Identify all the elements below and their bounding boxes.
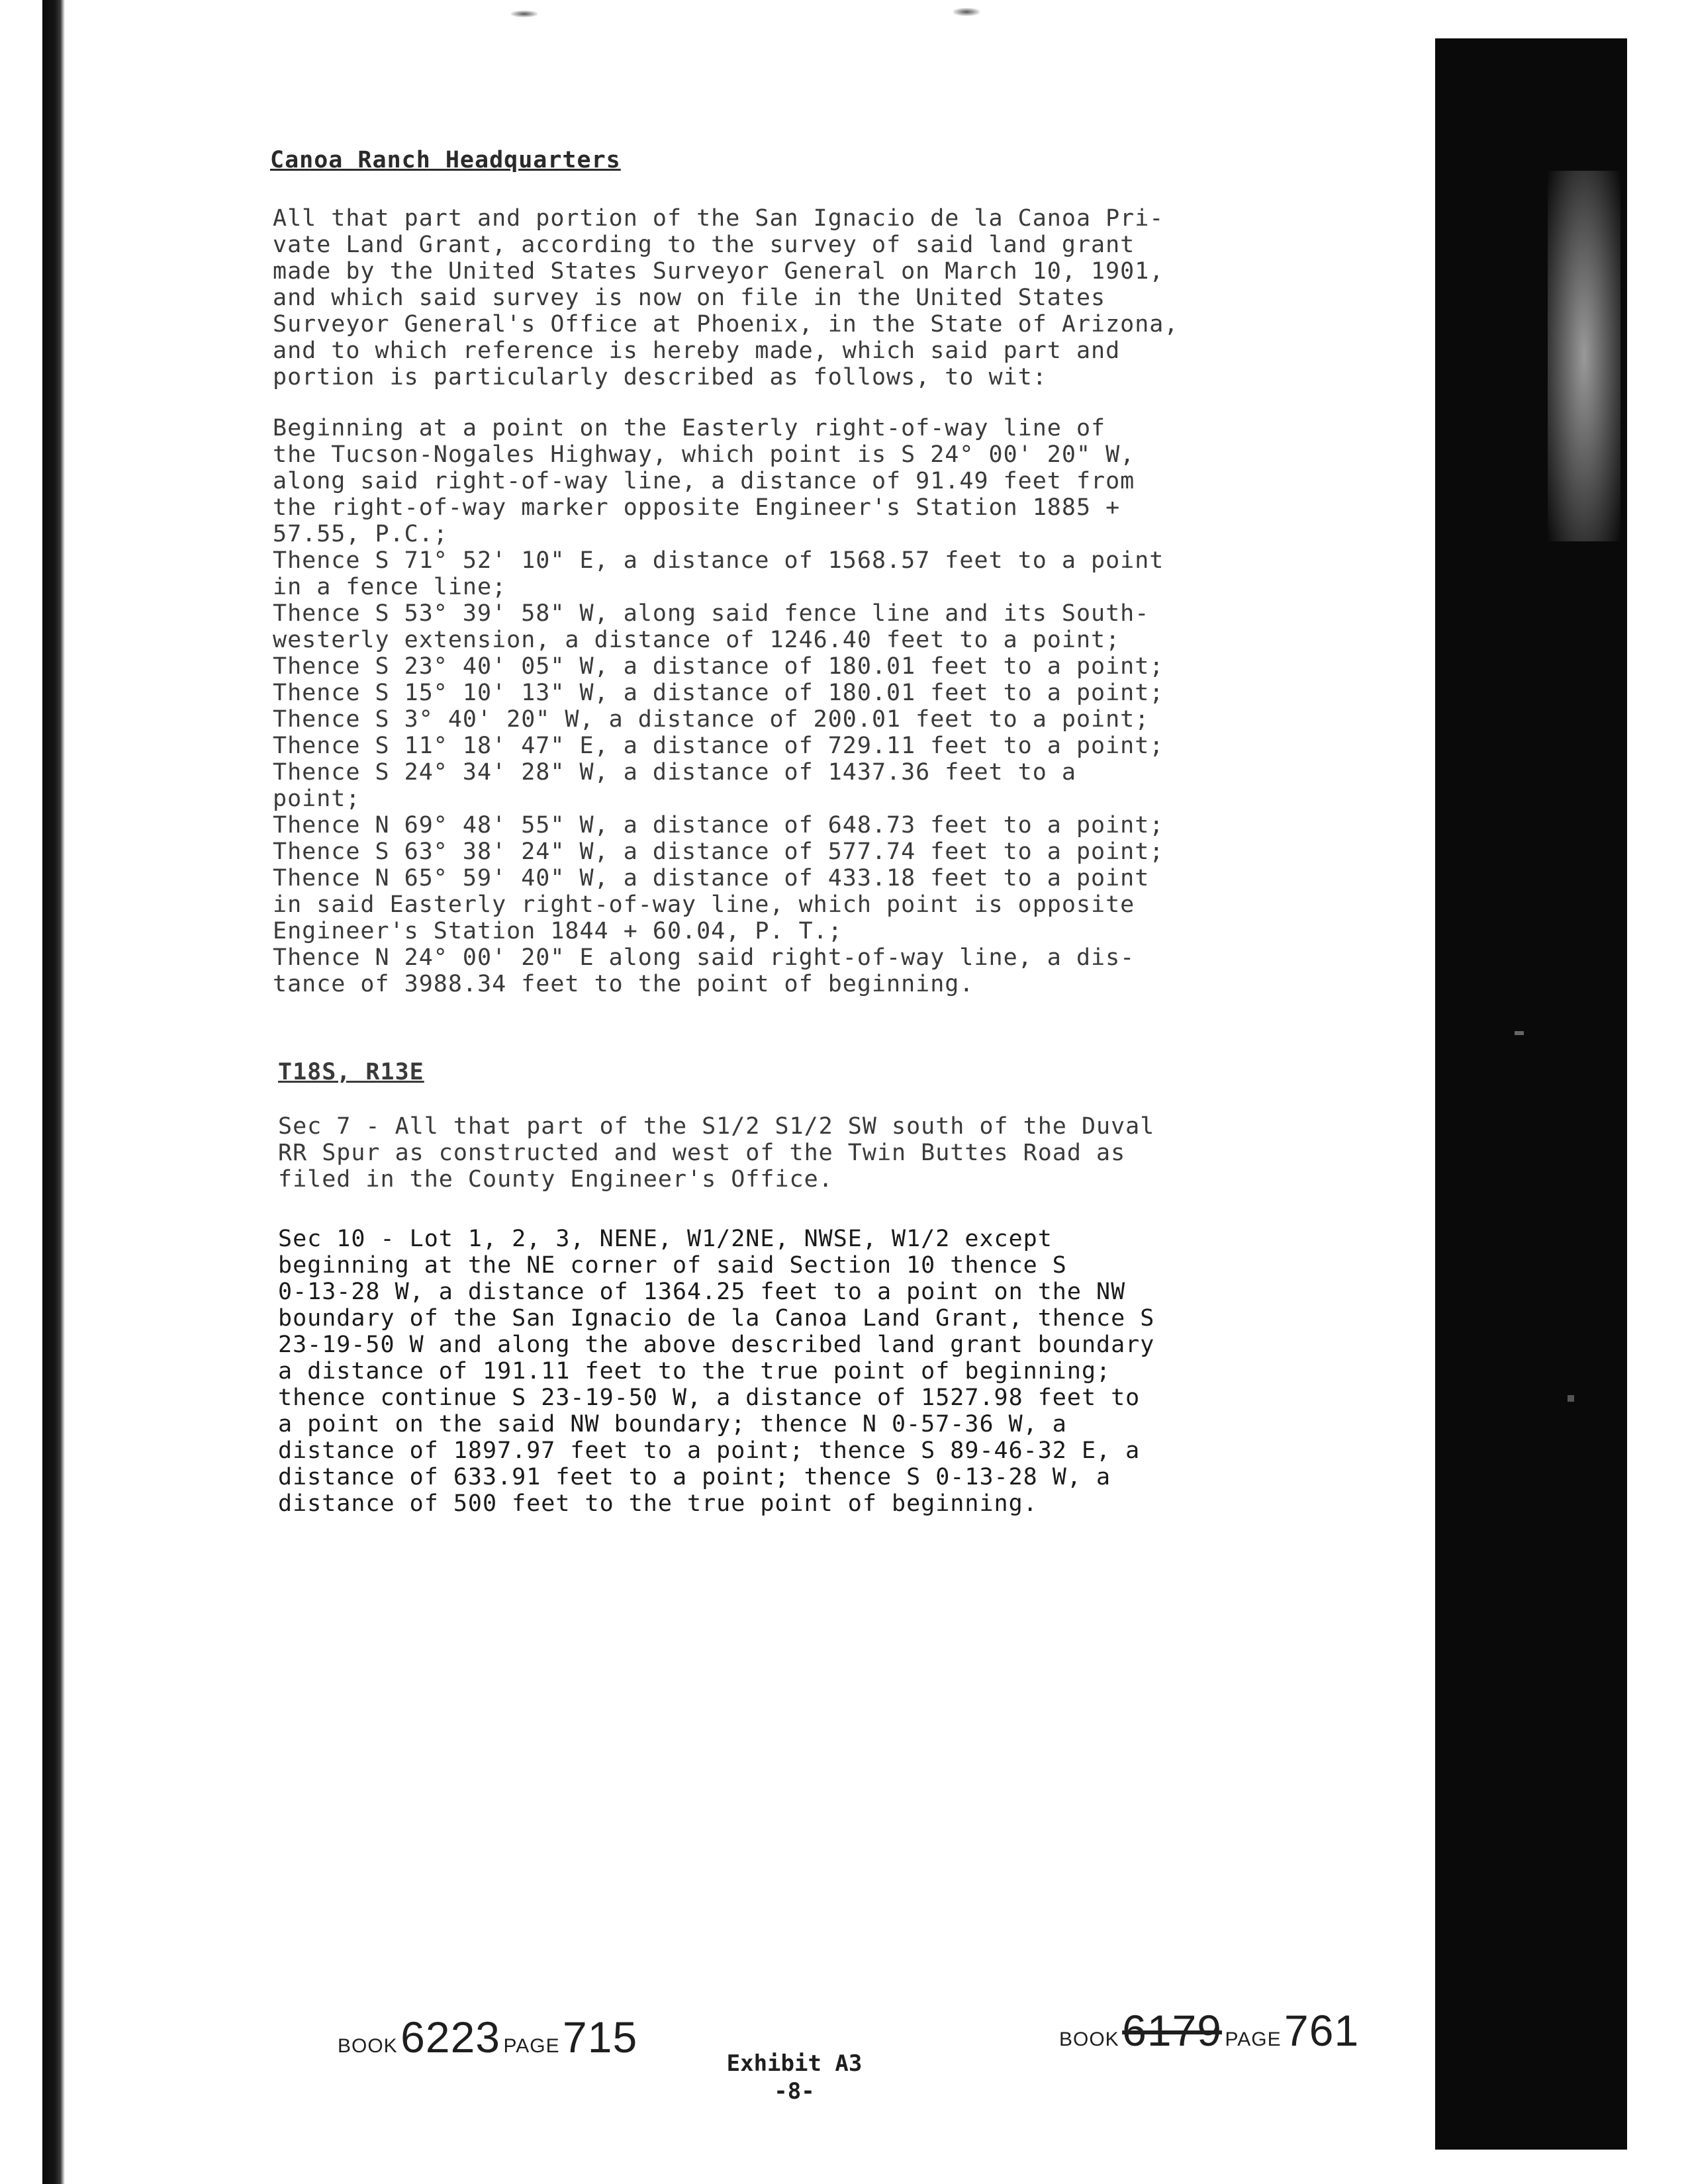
page-label: PAGE xyxy=(1225,2028,1282,2050)
scan-right-edge xyxy=(1435,38,1627,2150)
scan-mark xyxy=(953,8,980,16)
page-number-stamp: 715 xyxy=(563,2013,638,2062)
scan-left-edge xyxy=(42,0,65,2184)
scan-mark xyxy=(511,11,538,17)
intro-paragraph: All that part and portion of the San Ignacio de la Canoa Pri- vate Land Grant, according to the survey of said land grant made by the United States Surveyor General on March 10, 1901, and which said survey is now on file in the United States Surveyor General's Office at Phoenix, in the State of Arizona, and to which reference is hereby made, which said part and portion is particularly described as follows, to wit: xyxy=(273,205,1179,390)
book-label: BOOK xyxy=(338,2035,398,2057)
sec10-paragraph: Sec 10 - Lot 1, 2, 3, NENE, W1/2NE, NWSE, W1/2 except beginning at the NE corner of said Section 10 thence S 0-13-28 W, a distance of 1364.25 feet to a point on the NW boundary of the San Ignacio de la Canoa Land Grant, thence S 23-19-50 W and along the above described land grant boundary a distance of 191.11 feet to the true point of beginning; thence continue S 23-19-50 W, a distance of 1527.98 feet to a point on the said NW boundary; thence N 0-57-36 W, a distance of 1897.97 feet to a point; thence S 89-46-32 E, a distance of 633.91 feet to a point; thence S 0-13-28 W, a distance of 500 feet to the true point of beginning. xyxy=(278,1226,1155,1517)
book-page-stamp-right xyxy=(1059,2005,1359,2056)
book-label: BOOK xyxy=(1059,2028,1119,2050)
page-label: PAGE xyxy=(503,2035,560,2057)
section-heading-canoa-ranch: Canoa Ranch Headquarters xyxy=(270,147,621,173)
page-number: -8- xyxy=(774,2078,815,2105)
exhibit-label: Exhibit A3 xyxy=(726,2050,863,2077)
sec7-paragraph: Sec 7 - All that part of the S1/2 S1/2 SW south of the Duval RR Spur as constructed and west of the Twin Buttes Road as filed in the County Engineer's Office. xyxy=(278,1113,1155,1193)
book-number: 6179 xyxy=(1122,2006,1222,2055)
section-heading-township: T18S, R13E xyxy=(278,1059,424,1085)
book-number: 6223 xyxy=(400,2013,500,2062)
scan-speck xyxy=(1515,1031,1524,1035)
book-page-stamp-left xyxy=(338,2012,637,2062)
legal-description-paragraph: Beginning at a point on the Easterly right-of-way line of the Tucson-Nogales Highway, which point is S 24° 00' 20" W, along said right-of-way line, a distance of 91.49 feet from the right-of-way marker opposite Engineer's Station 1885 + 57.55, P.C.; Thence S 71° 52' 10" E, a distance of 1568.57 feet to a point in a fence line; Thence S 53° 39' 58" W, along said fence line and its South- westerly extension, a distance of 1246.40 feet to a point; Thence S 23° 40' 05" W, a distance of 180.01 feet to a point; Thence S 15° 10' 13" W, a distance of 180.01 feet to a point; Thence S 3° 40' 20" W, a distance of 200.01 feet to a point; Thence S 11° 18' 47" E, a distance of 729.11 feet to a point; Thence S 24° 34' 28" W, a distance of 1437.36 feet to a point; Thence N 69° 48' 55" W, a distance of 648.73 feet to a point; Thence S 63° 38' 24" W, a distance of 577.74 feet to a point; Thence N 65° 59' 40" W, a distance of 433.18 feet to a point in said Easterly right-of-way line, which point is opposite Engineer's Station 1844 + 60.04, P. T.; Thence N 24° 00' 20" E along said right-of-way line, a dis- tance of 3988.34 feet to the point of beginning. xyxy=(273,415,1164,997)
scan-speck xyxy=(1568,1395,1574,1402)
scan-smudge xyxy=(1548,171,1620,541)
page-number-stamp: 761 xyxy=(1284,2006,1360,2055)
